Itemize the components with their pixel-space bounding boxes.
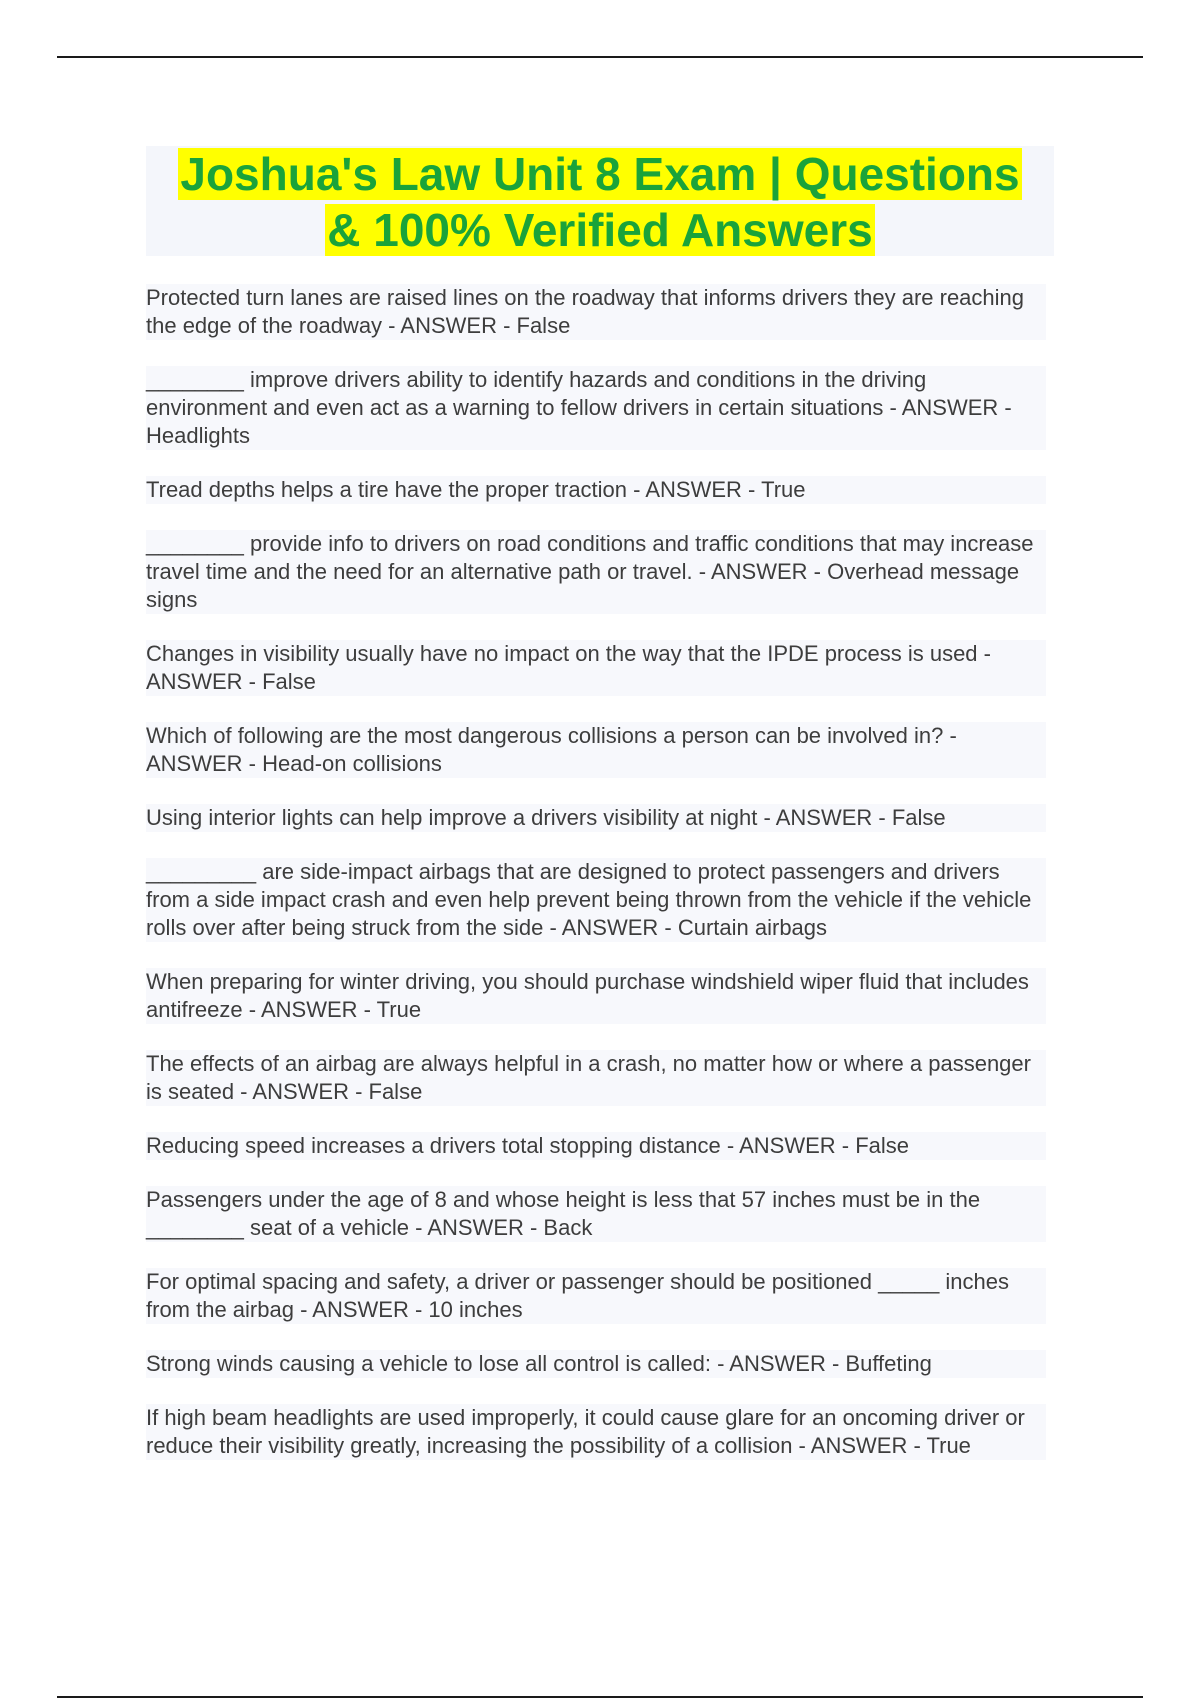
qa-item: Strong winds causing a vehicle to lose all control is called: - ANSWER - Buffeting	[146, 1350, 1046, 1378]
title-line-1: Joshua's Law Unit 8 Exam | Questions	[180, 148, 1020, 200]
qa-item: Tread depths helps a tire have the proper traction - ANSWER - True	[146, 476, 1046, 504]
qa-item: Changes in visibility usually have no impact on the way that the IPDE process is used - ANSWER - False	[146, 640, 1046, 696]
qa-item: Using interior lights can help improve a drivers visibility at night - ANSWER - False	[146, 804, 1046, 832]
title-line-2: & 100% Verified Answers	[327, 204, 873, 256]
footer-rule	[57, 1696, 1143, 1698]
qa-item: For optimal spacing and safety, a driver or passenger should be positioned _____ inches from the airbag - ANSWER - 10 inches	[146, 1268, 1046, 1324]
qa-item: Passengers under the age of 8 and whose height is less that 57 inches must be in the ________ seat of a vehicle - ANSWER - Back	[146, 1186, 1046, 1242]
question-answer-list	[146, 284, 1046, 1486]
qa-item: If high beam headlights are used improperly, it could cause glare for an oncoming driver or reduce their visibility greatly, increasing the possibility of a collision - ANSWER - True	[146, 1404, 1046, 1460]
qa-item: ________ improve drivers ability to identify hazards and conditions in the driving environment and even act as a warning to fellow drivers in certain situations - ANSWER - Headlights	[146, 366, 1046, 450]
qa-item: When preparing for winter driving, you should purchase windshield wiper fluid that includes antifreeze - ANSWER - True	[146, 968, 1046, 1024]
qa-item: Protected turn lanes are raised lines on the roadway that informs drivers they are reaching the edge of the roadway - ANSWER - False	[146, 284, 1046, 340]
qa-item: Which of following are the most dangerous collisions a person can be involved in? - ANSWER - Head-on collisions	[146, 722, 1046, 778]
qa-item: Reducing speed increases a drivers total stopping distance - ANSWER - False	[146, 1132, 1046, 1160]
qa-item: ________ provide info to drivers on road conditions and traffic conditions that may increase travel time and the need for an alternative path or travel. - ANSWER - Overhead message signs	[146, 530, 1046, 614]
qa-item: _________ are side-impact airbags that are designed to protect passengers and drivers from a side impact crash and even help prevent being thrown from the vehicle if the vehicle rolls over after being struck from the side - ANSWER - Curtain airbags	[146, 858, 1046, 942]
header-rule	[57, 56, 1143, 58]
qa-item: The effects of an airbag are always helpful in a crash, no matter how or where a passenger is seated - ANSWER - False	[146, 1050, 1046, 1106]
document-title	[146, 146, 1054, 256]
